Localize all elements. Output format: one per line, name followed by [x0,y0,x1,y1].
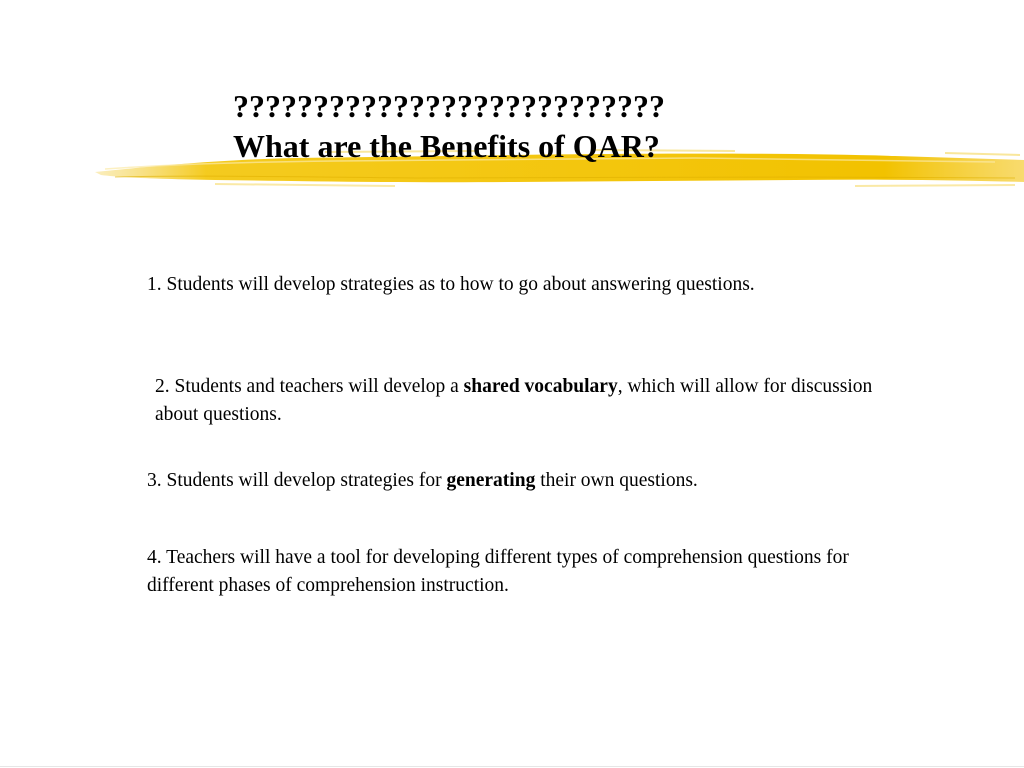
title-garbled: ??????????????????????????? [233,88,665,124]
benefit-text: 3. Students will develop strategies for [147,470,447,491]
benefit-text: 2. Students and teachers will develop a [155,376,464,397]
benefit-point-1 [147,271,827,299]
benefit-point-3 [147,467,907,495]
benefit-emphasis: generating [446,470,536,491]
title-block [233,86,933,166]
slide-title: What are the Benefits of QAR? [233,128,660,164]
benefit-text: 4. Teachers will have a tool for developing different types of comprehension questions for different phases of comprehension instruction. [147,547,849,596]
bottom-divider [0,766,1024,767]
benefit-text: their own questions. [535,470,698,491]
benefit-point-4 [147,544,887,600]
benefit-text: , which will allow for discussion about questions. [155,376,873,425]
benefit-text: 1. Students will develop strategies as to how to go about answering questions. [147,274,755,295]
benefit-point-2 [155,373,915,429]
benefit-emphasis: shared vocabulary [463,376,618,397]
